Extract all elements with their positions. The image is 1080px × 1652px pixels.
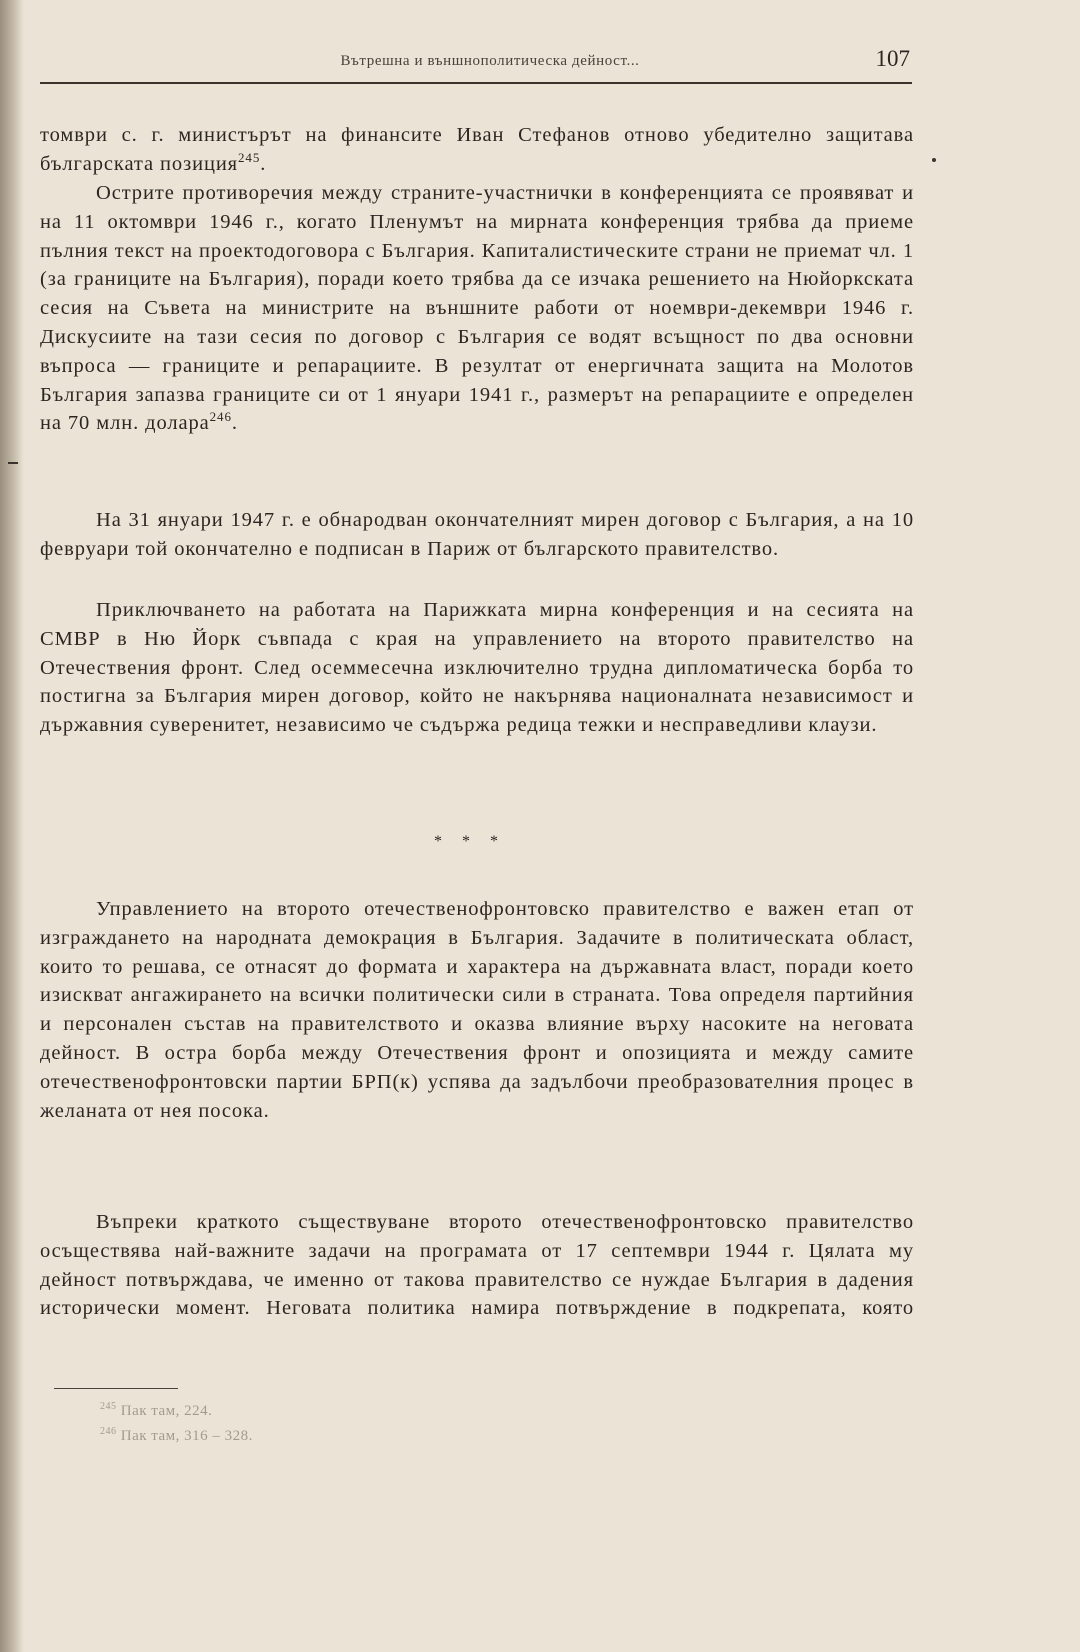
footnote-ref-246: 246 (209, 409, 232, 425)
paragraph-2-text: Острите противоречия между страните-участнички в конференцията се проявяват и на 11 октомври 1946 г., когато Пленумът на мирната конференция трябва да приеме пълния текст на проектодоговора с България. Капиталистическите страни не приемат чл. 1 (за границите на България), поради което трябва да се изчака решението на Нюйоркската сесия на Съвета на министрите на външните работи от ноември-декември 1946 г. Дискусиите на тази сесия по договор с България се водят всъщност по два основни въпроса — границите и репарациите. В резултат от енергичната защита на Молотов България запазва границите си от 1 януари 1941 г., размерът на репарациите е определен на 70 млн. долара (40, 182, 914, 435)
page-header (40, 44, 912, 84)
footnote-number: 245 (100, 1401, 117, 1412)
paragraph-1-text: томври с. г. министърът на финансите Иван Стефанов отново убедително защитава българската позиция (40, 124, 914, 175)
paragraph-6: Въпреки краткото съществуване второто отечественофронтовско правителство осъществява най-важните задачи на програмата от 17 септември 1944 г. Цялата му дейност потвърждава, че именно от такова правителство се нуждае България в дадения исторически момент. Неговата политика намира потвърждение в подкрепата, която (40, 1211, 914, 1320)
book-spine-shadow (0, 0, 24, 1652)
footnote-ref-245: 245 (238, 149, 261, 165)
margin-mark (8, 462, 18, 464)
footnote-text: Пак там, 316 – 328. (120, 1428, 253, 1444)
running-title: Вътрешна и външнополитическа дейност... (340, 53, 640, 69)
page-number: 107 (875, 46, 910, 71)
paragraph-1-end: . (260, 152, 267, 175)
footnote-number: 246 (100, 1426, 117, 1437)
paragraph-2-end: . (231, 412, 238, 435)
paragraph-4: Приключването на работата на Парижката мирна конференция и на сесията на СМВР в Ню Йорк съвпада с края на управлението на второто правителство на Отечествения фронт. След осеммесечна изключително трудна дипломатическа борба то постигна за България мирен договор, който не накърнява националната независимост и държавния суверенитет, независимо че съдържа редица тежки и несправедливи клаузи. (40, 599, 914, 737)
paragraph-2 (40, 179, 914, 438)
section-separator: * * * (434, 833, 506, 850)
paragraph-5: Управлението на второто отечественофронтовско правителство е важен етап от изграждането на народната демокрация в България. Задачите в политическата област, които то решава, се отнасят до формата и характера на държавната власт, поради което изискват ангажирането на всички политически сили в страната. Това определя партийния и персонален състав на правителството и оказва влияние върху насоките на неговата дейност. В остра борба между Отечествения фронт и опозицията и между самите отечественофронтовски партии БРП(к) успява да задълбочи преобразователния процес в желаната от нея посока. (40, 898, 914, 1122)
paragraph-1 (40, 121, 914, 179)
footnote-rule (54, 1388, 178, 1389)
footnote-246 (100, 1428, 253, 1445)
ink-speck (932, 158, 936, 162)
footnote-text: Пак там, 224. (120, 1403, 213, 1419)
footnote-245 (100, 1403, 212, 1420)
paragraph-3: На 31 януари 1947 г. е обнародван окончателният мирен договор с България, а на 10 февруари той окончателно е подписан в Париж от българското правителство. (40, 509, 914, 560)
